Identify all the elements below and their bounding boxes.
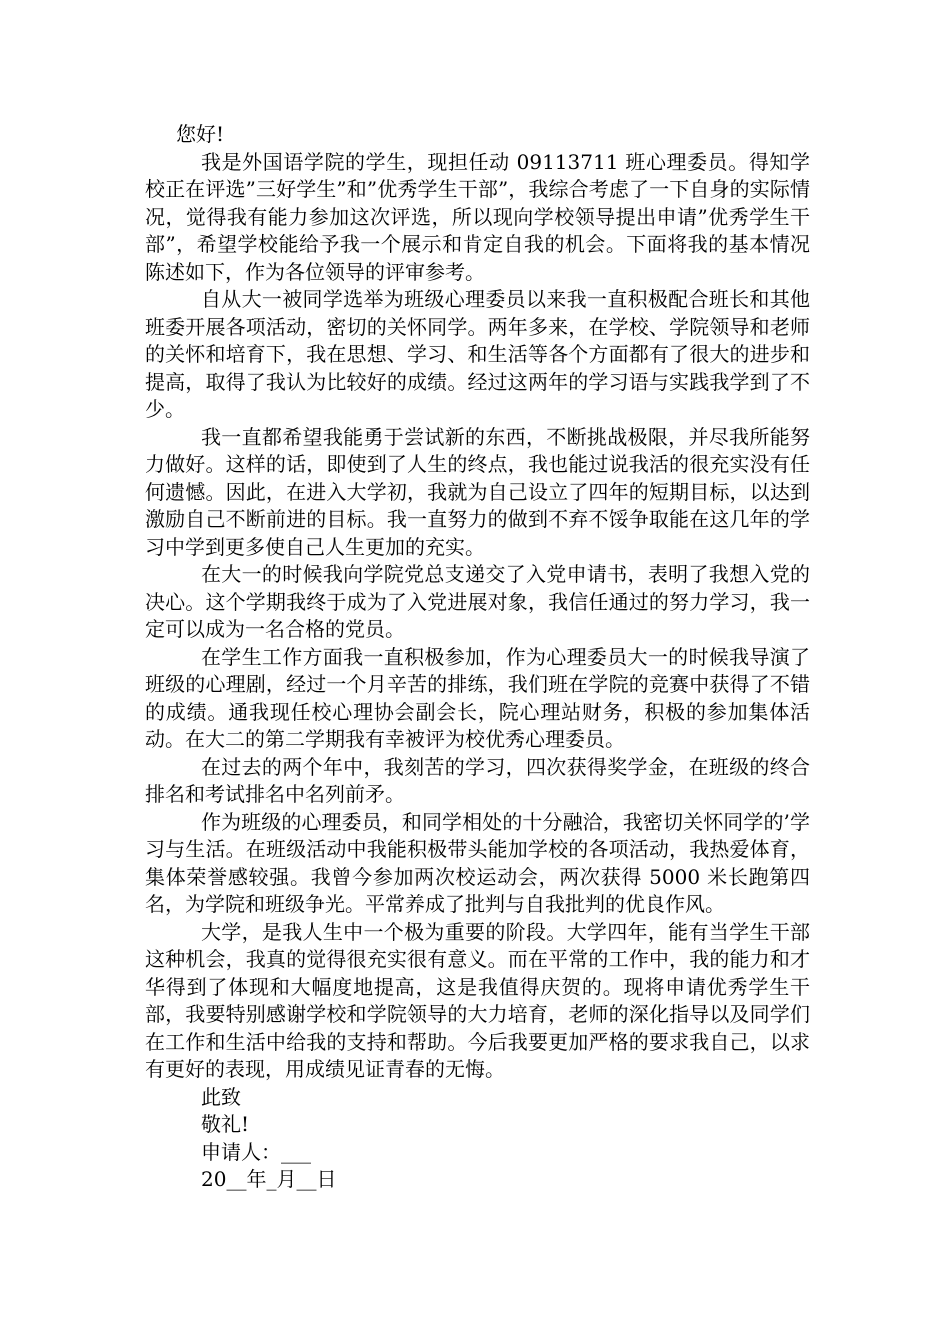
paragraph-5: 在学生工作方面我一直积极参加，作为心理委员大一的时候我导演了班级的心理剧，经过一个月辛苦的排练，我们班在学院的竞赛中获得了不错的成绩。通我现任校心理协会副会长，院心理站财务，积极的参加集体活动。在大二的第二学期我有幸被评为校优秀心理委员。	[145, 644, 810, 751]
letter-body	[145, 121, 810, 1194]
paragraph-1: 我是外国语学院的学生，现担任动 09113711 班心理委员。得知学校正在评选”三好学生”和”优秀学生干部”，我综合考虑了一下自身的实际情况，觉得我有能力参加这次评选，所以现向学校领导提出申请”优秀学生干部”，希望学校能给予我一个展示和肯定自我的机会。下面将我的基本情况陈述如下，作为各位领导的评审参考。	[145, 149, 810, 284]
paragraph-3: 我一直都希望我能勇于尝试新的东西，不断挑战极限，并尽我所能努力做好。这样的话，即使到了人生的终点，我也能过说我活的很充实没有任何遗憾。因此，在进入大学初，我就为自己设立了四年的短期目标，以达到激励自己不断前进的目标。我一直努力的做到不弃不馁争取能在这几年的学习中学到更多使自己人生更加的充实。	[145, 424, 810, 559]
applicant-line: 申请人：___	[201, 1139, 311, 1164]
paragraph-7: 作为班级的心理委员，和同学相处的十分融洽，我密切关怀同学的’学习与生活。在班级活动中我能积极带头能加学校的各项活动，我热爱体育，集体荣誉感较强。我曾今参加两次校运动会，两次获得 5000 米长跑第四名，为学院和班级争光。平常养成了批判与自我批判的优良作风。	[145, 809, 810, 916]
paragraph-2: 自从大一被同学选举为班级心理委员以来我一直积极配合班长和其他班委开展各项活动，密切的关怀同学。两年多来，在学校、学院领导和老师的关怀和培育下，我在思想、学习、和生活等各个方面都有了很大的进步和提高，取得了我认为比较好的成绩。经过这两年的学习语与实践我学到了不少。	[145, 287, 810, 421]
paragraph-8: 大学，是我人生中一个极为重要的阶段。大学四年，能有当学生干部这种机会，我真的觉得很充实很有意义。而在平常的工作中，我的能力和才华得到了体现和大幅度地提高，这是我值得庆贺的。现将申请优秀学生干部，我要特别感谢学校和学院领导的大力培育，老师的深化指导以及同学们在工作和生活中给我的支持和帮助。今后我要更加严格的要求我自己，以求有更好的表现，用成绩见证青春的无悔。	[145, 919, 810, 1081]
closing-line-1: 此致	[201, 1084, 241, 1109]
paragraph-4: 在大一的时候我向学院党总支递交了入党申请书，表明了我想入党的决心。这个学期我终于成为了入党进展对象，我信任通过的努力学习，我一定可以成为一名合格的党员。	[145, 562, 810, 641]
date-line: 20__年_月__日	[201, 1167, 337, 1191]
greeting: 您好!	[176, 122, 225, 146]
closing-line-2: 敬礼!	[201, 1112, 250, 1136]
paragraph-6: 在过去的两个年中，我刻苦的学习，四次获得奖学金，在班级的终合排名和考试排名中名列前矛。	[145, 754, 810, 806]
